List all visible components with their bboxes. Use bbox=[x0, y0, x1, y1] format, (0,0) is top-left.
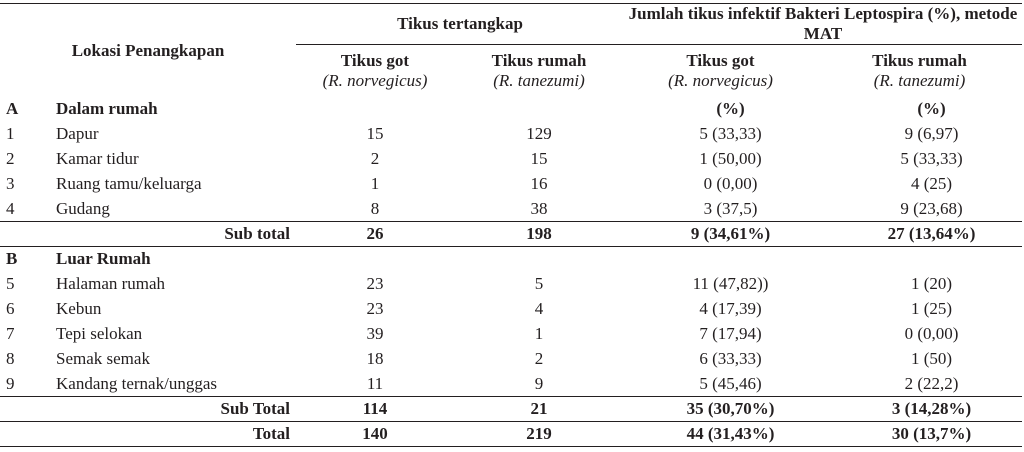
row-number: 8 bbox=[6, 348, 15, 368]
subtotal-got: 26 bbox=[296, 222, 454, 247]
row-got-infective: 1 (50,00) bbox=[699, 148, 762, 168]
row-number: 1 bbox=[6, 123, 15, 143]
pct-label-rumah: (%) bbox=[917, 99, 946, 118]
row-got-count: 15 bbox=[366, 123, 384, 143]
section-code: B bbox=[6, 249, 18, 268]
row-location: Kebun bbox=[56, 298, 102, 318]
section-title: Dalam rumah bbox=[56, 99, 158, 118]
row-location: Semak semak bbox=[56, 348, 150, 368]
section-a-header-row bbox=[0, 97, 1022, 121]
total-label: Total bbox=[56, 422, 296, 447]
total-rumah: 219 bbox=[454, 422, 624, 447]
row-location: Halaman rumah bbox=[56, 273, 166, 293]
row-got-infective: 11 (47,82)) bbox=[692, 273, 769, 293]
header-got-label-inf: Tikus got bbox=[686, 51, 755, 70]
subtotal-rumah-infective: 3 (14,28%) bbox=[817, 397, 1022, 422]
row-number: 4 bbox=[0, 196, 56, 222]
row-got-infective: 5 (33,33) bbox=[699, 123, 762, 143]
row-number: 2 bbox=[6, 148, 15, 168]
section-code: A bbox=[6, 99, 19, 118]
row-location: Ruang tamu/keluarga bbox=[56, 173, 202, 193]
row-number: 5 bbox=[6, 273, 15, 293]
row-got-count: 11 bbox=[296, 371, 454, 397]
row-number: 3 bbox=[6, 173, 15, 193]
row-location: Tepi selokan bbox=[56, 323, 143, 343]
table-row bbox=[0, 196, 1022, 222]
subtotal-got: 114 bbox=[296, 397, 454, 422]
row-got-infective: 0 (0,00) bbox=[703, 173, 758, 193]
section-b-header-row bbox=[0, 247, 1022, 272]
row-rumah-count: 38 bbox=[454, 196, 624, 222]
header-tikus-got-infektif bbox=[624, 45, 817, 98]
header-rumah-label-inf: Tikus rumah bbox=[872, 51, 967, 70]
table-row bbox=[0, 321, 1022, 346]
row-got-infective: 3 (37,5) bbox=[624, 196, 817, 222]
subtotal-got-infective: 35 (30,70%) bbox=[624, 397, 817, 422]
header-tikus-rumah-captured bbox=[454, 45, 624, 98]
row-got-count: 2 bbox=[370, 148, 380, 168]
row-got-infective: 6 (33,33) bbox=[699, 348, 762, 368]
header-got-label: Tikus got bbox=[340, 51, 410, 70]
table-row bbox=[0, 271, 1022, 296]
header-tikus-rumah-infektif bbox=[817, 45, 1022, 98]
row-location: Dapur bbox=[56, 123, 99, 143]
header-got-species-inf: (R. norvegicus) bbox=[668, 71, 773, 90]
row-rumah-count: 9 bbox=[454, 371, 624, 397]
subtotal-rumah-infective: 27 (13,64%) bbox=[817, 222, 1022, 247]
subtotal-rumah: 21 bbox=[454, 397, 624, 422]
header-rumah-label: Tikus rumah bbox=[491, 51, 587, 70]
row-rumah-count: 16 bbox=[530, 173, 548, 193]
row-got-count: 8 bbox=[296, 196, 454, 222]
leptospira-data-table bbox=[0, 3, 1022, 447]
row-got-count: 23 bbox=[366, 273, 384, 293]
row-number: 9 bbox=[0, 371, 56, 397]
subtotal-label: Sub total bbox=[56, 222, 296, 247]
row-got-count: 39 bbox=[366, 323, 384, 343]
row-rumah-count: 15 bbox=[530, 148, 548, 168]
row-rumah-count: 2 bbox=[534, 348, 544, 368]
row-rumah-count: 5 bbox=[534, 273, 544, 293]
total-rumah-infective: 30 (13,7%) bbox=[817, 422, 1022, 447]
table-row bbox=[0, 171, 1022, 196]
table-row bbox=[0, 346, 1022, 371]
table-row bbox=[0, 371, 1022, 397]
subtotal-rumah: 198 bbox=[454, 222, 624, 247]
row-got-infective: 7 (17,94) bbox=[699, 323, 762, 343]
row-location: Kandang ternak/unggas bbox=[56, 371, 296, 397]
header-rumah-species: (R. tanezumi) bbox=[493, 71, 585, 90]
total-got: 140 bbox=[296, 422, 454, 447]
row-got-count: 23 bbox=[366, 298, 384, 318]
header-tikus-got-captured bbox=[296, 45, 454, 98]
row-location: Kamar tidur bbox=[56, 148, 139, 168]
table-row bbox=[0, 121, 1022, 146]
row-got-count: 1 bbox=[370, 173, 380, 193]
row-rumah-count: 129 bbox=[526, 123, 552, 143]
header-tikus-infektif: Jumlah tikus infektif Bakteri Leptospira (%), metode MAT bbox=[624, 4, 1022, 45]
pct-label-got: (%) bbox=[716, 99, 745, 118]
subtotal-row-b bbox=[0, 397, 1022, 422]
total-got-infective: 44 (31,43%) bbox=[624, 422, 817, 447]
table-row bbox=[0, 296, 1022, 321]
header-got-species: (R. norvegicus) bbox=[322, 71, 428, 90]
row-rumah-infective: 1 (50) bbox=[910, 348, 953, 368]
row-rumah-infective: 1 (25) bbox=[910, 298, 953, 318]
row-rumah-infective: 2 (22,2) bbox=[817, 371, 1022, 397]
row-rumah-infective: 9 (23,68) bbox=[817, 196, 1022, 222]
row-rumah-infective: 0 (0,00) bbox=[904, 323, 959, 343]
subtotal-got-infective: 9 (34,61%) bbox=[624, 222, 817, 247]
row-rumah-infective: 4 (25) bbox=[910, 173, 953, 193]
total-row bbox=[0, 422, 1022, 447]
row-rumah-infective: 5 (33,33) bbox=[900, 148, 963, 168]
header-lokasi: Lokasi Penangkapan bbox=[0, 4, 296, 98]
subtotal-label: Sub Total bbox=[56, 397, 296, 422]
row-location: Gudang bbox=[56, 196, 296, 222]
table-row bbox=[0, 146, 1022, 171]
row-rumah-count: 4 bbox=[534, 298, 544, 318]
row-rumah-infective: 1 (20) bbox=[910, 273, 953, 293]
row-number: 6 bbox=[6, 298, 15, 318]
row-got-count: 18 bbox=[366, 348, 384, 368]
row-rumah-infective: 9 (6,97) bbox=[904, 123, 959, 143]
section-title: Luar Rumah bbox=[56, 249, 151, 268]
row-got-infective: 4 (17,39) bbox=[699, 298, 762, 318]
header-tikus-tertangkap: Tikus tertangkap bbox=[296, 4, 624, 45]
subtotal-row-a bbox=[0, 222, 1022, 247]
row-rumah-count: 1 bbox=[534, 323, 544, 343]
row-got-infective: 5 (45,46) bbox=[624, 371, 817, 397]
row-number: 7 bbox=[6, 323, 15, 343]
header-rumah-species-inf: (R. tanezumi) bbox=[873, 71, 966, 90]
